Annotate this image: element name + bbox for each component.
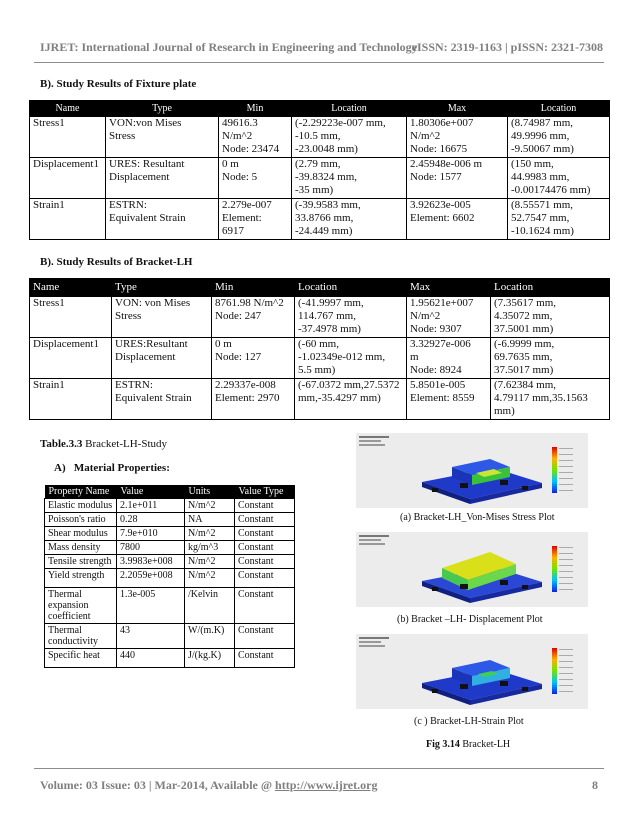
cell-max: 5.8501e-005 Element: 8559 bbox=[407, 379, 491, 420]
table-row: Poisson's ratio 0.28 NA Constant bbox=[45, 513, 295, 527]
col-header: Min bbox=[212, 279, 295, 297]
cell-type: ESTRN: Equivalent Strain bbox=[112, 379, 212, 420]
cell-max: 2.45948e-006 m Node: 1577 bbox=[407, 158, 508, 199]
table-header-row bbox=[30, 101, 610, 117]
bracket-results-table bbox=[29, 278, 610, 420]
section-title-bracket: B). Study Results of Bracket-LH bbox=[40, 256, 193, 268]
cell-max-location: (7.62384 mm, 4.79117 mm,35.1563 mm) bbox=[491, 379, 610, 420]
caption-stress-plot: (a) Bracket-LH_Von-Mises Stress Plot bbox=[400, 512, 555, 523]
cell-min-location: (-41.9997 mm, 114.767 mm, -37.4978 mm) bbox=[295, 297, 407, 338]
cell-min: 0 m Node: 127 bbox=[212, 338, 295, 379]
cell-max-location: (150 mm, 44.9983 mm, -0.00174476 mm) bbox=[508, 158, 610, 199]
table-row bbox=[30, 379, 610, 420]
table-row: Tensile strength 3.9983e+008 N/m^2 Constant bbox=[45, 555, 295, 569]
cell-max: 3.32927e-006 m Node: 8924 bbox=[407, 338, 491, 379]
col-header: Location bbox=[508, 101, 610, 117]
col-header: Property Name bbox=[45, 485, 117, 499]
table-row: Specific heat 440 J/(kg.K) Constant bbox=[45, 649, 295, 668]
caption-strain-plot: (c ) Bracket-LH-Strain Plot bbox=[414, 716, 524, 727]
journal-link[interactable]: http://www.ijret.org bbox=[275, 778, 378, 792]
cell-min-location: (-67.0372 mm,27.5372 mm,-35.4297 mm) bbox=[295, 379, 407, 420]
col-header: Max bbox=[407, 101, 508, 117]
fixture-results-table bbox=[29, 100, 610, 240]
cell-type: URES: Resultant Displacement bbox=[106, 158, 219, 199]
col-header: Location bbox=[292, 101, 407, 117]
table-row bbox=[30, 338, 610, 379]
table-caption: Table.3.3 Bracket-LH-Study bbox=[40, 438, 168, 450]
journal-title: IJRET: International Journal of Research in Engineering and Technology bbox=[40, 40, 418, 54]
displacement-plot-image bbox=[356, 532, 588, 607]
col-header: Min bbox=[219, 101, 292, 117]
cell-type: VON:von Mises Stress bbox=[106, 117, 219, 158]
table-row bbox=[30, 297, 610, 338]
table-row: Thermal expansion coefficient 1.3e-005 /Kelvin Constant bbox=[45, 588, 295, 624]
cell-name: Strain1 bbox=[30, 199, 106, 240]
table-row bbox=[30, 117, 610, 158]
cell-min: 0 m Node: 5 bbox=[219, 158, 292, 199]
table-row: Yield strength 2.2059e+008 N/m^2 Constant bbox=[45, 569, 295, 588]
journal-header bbox=[40, 40, 603, 55]
page-number: 8 bbox=[592, 778, 598, 792]
cell-min-location: (2.79 mm, -39.8324 mm, -35 mm) bbox=[292, 158, 407, 199]
cell-max: 1.95621e+007 N/m^2 Node: 9307 bbox=[407, 297, 491, 338]
figure-caption: Fig 3.14 Bracket-LH bbox=[426, 739, 511, 750]
col-header: Type bbox=[112, 279, 212, 297]
section-title-fixture: B). Study Results of Fixture plate bbox=[40, 78, 197, 90]
col-header: Name bbox=[30, 101, 106, 117]
header-rule bbox=[34, 62, 604, 63]
cell-max-location: (8.74987 mm, 49.9996 mm, -9.50067 mm) bbox=[508, 117, 610, 158]
cell-name: Displacement1 bbox=[30, 158, 106, 199]
col-header: Value Type bbox=[235, 485, 295, 499]
cell-max: 1.80306e+007 N/m^2 Node: 16675 bbox=[407, 117, 508, 158]
page-footer bbox=[40, 778, 598, 793]
col-header: Location bbox=[295, 279, 407, 297]
table-row: Mass density 7800 kg/m^3 Constant bbox=[45, 541, 295, 555]
cell-type: ESTRN: Equivalent Strain bbox=[106, 199, 219, 240]
cell-max: 3.92623e-005 Element: 6602 bbox=[407, 199, 508, 240]
cell-min: 49616.3 N/m^2 Node: 23474 bbox=[219, 117, 292, 158]
table-header-row bbox=[30, 279, 610, 297]
table-row bbox=[30, 199, 610, 240]
strain-plot-image bbox=[356, 634, 588, 709]
table-header-row bbox=[45, 485, 295, 499]
von-mises-stress-plot-image bbox=[356, 433, 588, 508]
table-row bbox=[30, 158, 610, 199]
col-header: Max bbox=[407, 279, 491, 297]
cell-min: 8761.98 N/m^2 Node: 247 bbox=[212, 297, 295, 338]
footer-text: Volume: 03 Issue: 03 | Mar-2014, Available @ bbox=[40, 778, 276, 792]
cell-max-location: (8.55571 mm, 52.7547 mm, -10.1624 mm) bbox=[508, 199, 610, 240]
cell-min-location: (-39.9583 mm, 33.8766 mm, -24.449 mm) bbox=[292, 199, 407, 240]
footer-rule bbox=[34, 768, 604, 769]
table-row: Shear modulus 7.9e+010 N/m^2 Constant bbox=[45, 527, 295, 541]
cell-max-location: (7.35617 mm, 4.35072 mm, 37.5001 mm) bbox=[491, 297, 610, 338]
table-row: Thermal conductivity 43 W/(m.K) Constant bbox=[45, 624, 295, 649]
cell-min-location: (-2.29223e-007 mm, -10.5 mm, -23.0048 mm) bbox=[292, 117, 407, 158]
cell-min: 2.29337e-008 Element: 2970 bbox=[212, 379, 295, 420]
col-header: Location bbox=[491, 279, 610, 297]
cell-name: Displacement1 bbox=[30, 338, 112, 379]
cell-name: Strain1 bbox=[30, 379, 112, 420]
cell-name: Stress1 bbox=[30, 117, 106, 158]
col-header: Units bbox=[185, 485, 235, 499]
cell-type: VON: von Mises Stress bbox=[112, 297, 212, 338]
cell-name: Stress1 bbox=[30, 297, 112, 338]
caption-displacement-plot: (b) Bracket –LH- Displacement Plot bbox=[397, 614, 543, 625]
table-row: Elastic modulus 2.1e+011 N/m^2 Constant bbox=[45, 499, 295, 513]
cell-max-location: (-6.9999 mm, 69.7635 mm, 37.5017 mm) bbox=[491, 338, 610, 379]
issn-text: eISSN: 2319-1163 | pISSN: 2321-7308 bbox=[411, 40, 603, 54]
col-header: Name bbox=[30, 279, 112, 297]
cell-type: URES:Resultant Displacement bbox=[112, 338, 212, 379]
col-header: Type bbox=[106, 101, 219, 117]
cell-min-location: (-60 mm, -1.02349e-012 mm, 5.5 mm) bbox=[295, 338, 407, 379]
material-heading: A) Material Properties: bbox=[54, 462, 170, 474]
col-header: Value bbox=[117, 485, 185, 499]
cell-min: 2.279e-007 Element: 6917 bbox=[219, 199, 292, 240]
material-properties-table bbox=[44, 485, 295, 668]
